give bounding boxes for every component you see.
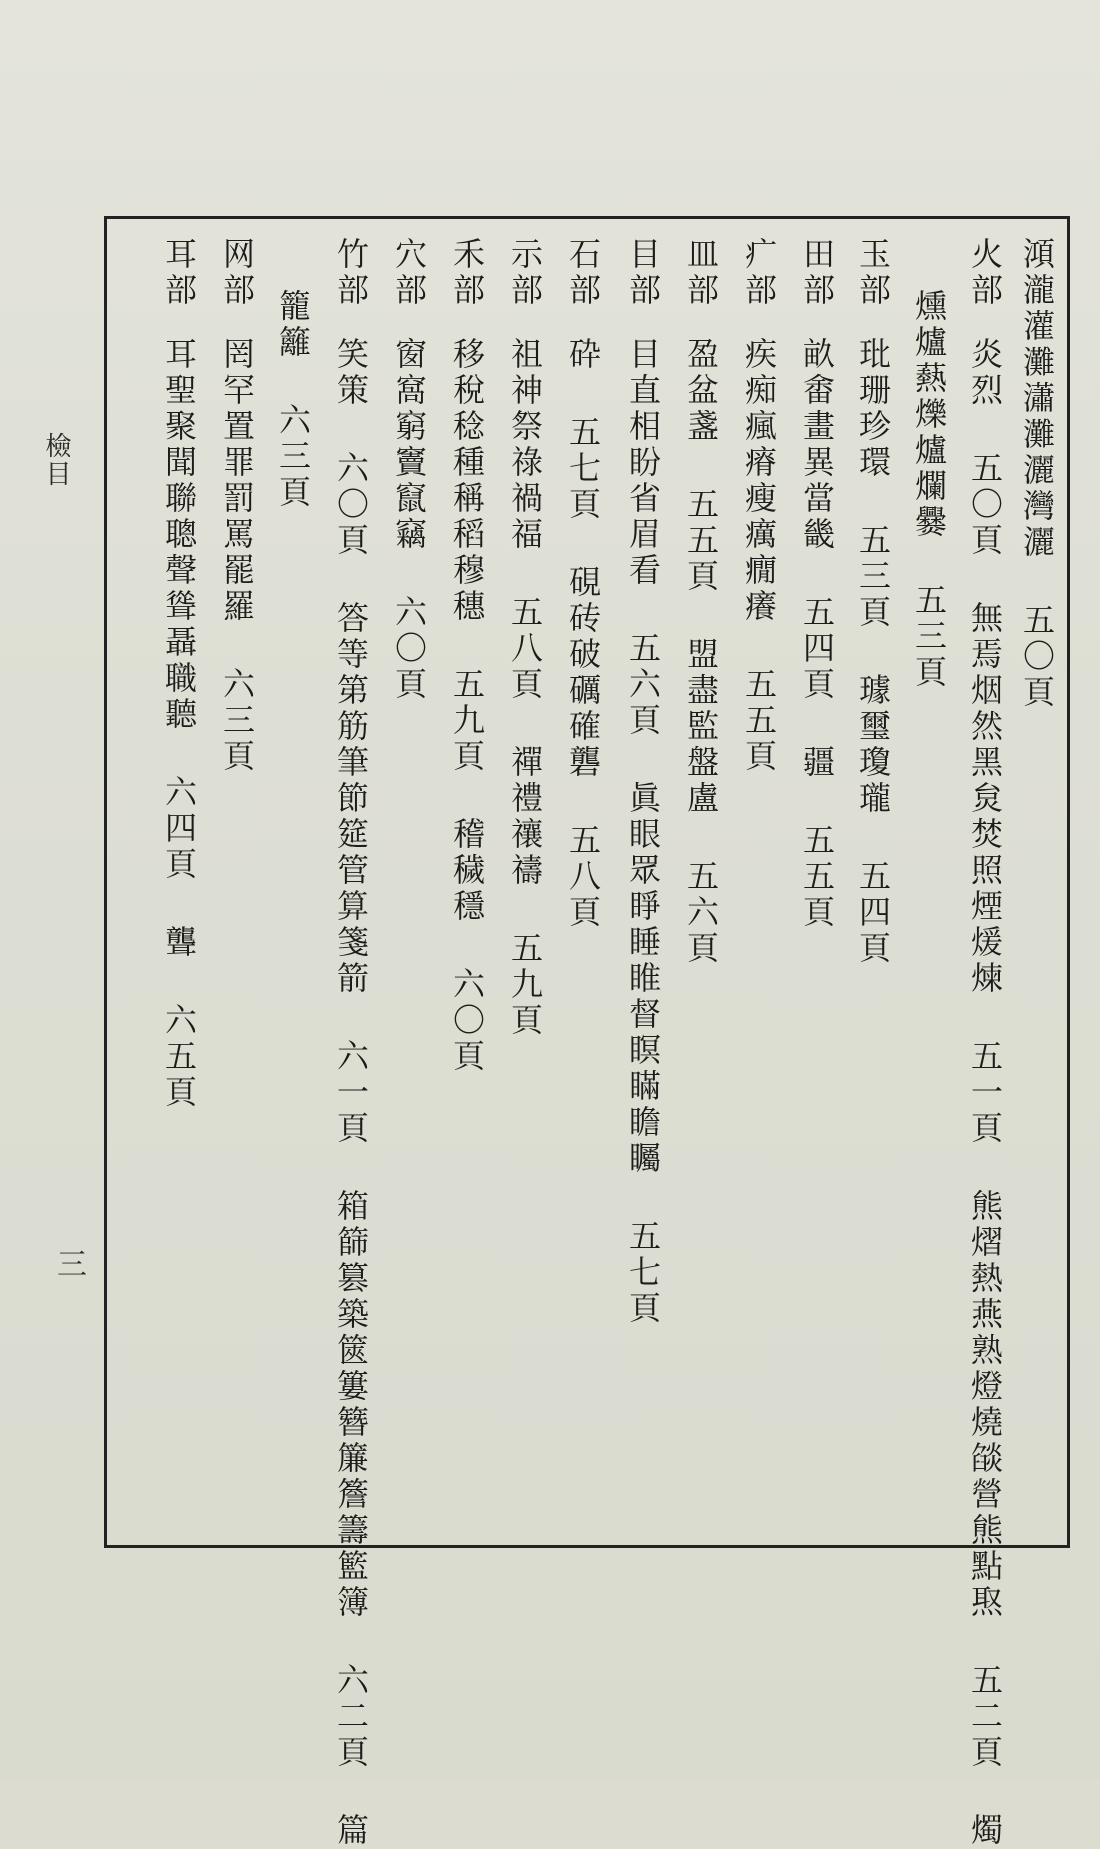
index-column-bamboo (329, 237, 373, 1849)
index-entries: 祖神祭祿禍福 五八頁 禪禮禳禱 五九頁 (506, 337, 544, 1039)
radical-heading: 耳部 (160, 237, 198, 309)
index-entries: 疾痴瘋瘠瘦癘癇癢 五五頁 (740, 337, 778, 775)
radical-heading: 示部 (506, 237, 544, 309)
radical-heading: 田部 (798, 237, 836, 309)
index-column-grain (445, 237, 489, 1527)
index-column-bamboo-cont (271, 237, 315, 1527)
radical-heading: 玉部 (854, 237, 892, 309)
index-column-fire (963, 237, 1007, 1849)
index-entries: 目直相盼省眉看 五六頁 眞眼眾睜睡睢督瞑瞞瞻矚 五七頁 (624, 337, 662, 1327)
index-frame (104, 216, 1070, 1849)
index-entries: 砕 五七頁 硯砖破礪確礱 五八頁 (564, 337, 602, 931)
index-column-jade (851, 237, 895, 1527)
radical-heading: 穴部 (390, 237, 428, 309)
index-entries: 澒瀧灌灘瀟灘灑灣灑 五〇頁 (1018, 237, 1056, 711)
index-column-stone (561, 237, 605, 1527)
index-column-net (215, 237, 259, 1527)
index-entries: 燻爐爇爍爐爛爨 五三頁 (910, 289, 948, 691)
index-entries: 耳聖聚聞聯聰聲聳聶職聽 六四頁 聾 六五頁 (160, 337, 198, 1111)
index-entries: 炎烈 五〇頁 無焉烟然黑炱焚照煙煖煉 五一頁 熊熠熱燕熟燈燒燄營熊點焣 五二頁 燭 (966, 337, 1004, 1849)
index-column-spirit (503, 237, 547, 1527)
margin-section-label: 檢目 (41, 432, 71, 488)
index-column-field (795, 237, 839, 1527)
radical-heading: 石部 (564, 237, 602, 309)
index-column-cave (387, 237, 431, 1527)
index-column-ear (157, 237, 201, 1527)
index-entries: 移稅稔種稱稻穆穗 五九頁 稽穢穩 六〇頁 (448, 337, 486, 1075)
index-entries: 罔罕置罪罰罵罷羅 六三頁 (218, 337, 256, 775)
index-column-fire-cont (907, 237, 951, 1527)
radical-heading: 网部 (218, 237, 256, 309)
margin-page-number: 三 (51, 1248, 86, 1280)
radical-heading: 禾部 (448, 237, 486, 309)
index-column-dish (679, 237, 723, 1527)
radical-heading: 皿部 (682, 237, 720, 309)
radical-heading: 目部 (624, 237, 662, 309)
index-entries: 盈盆盞 五五頁 盟盡監盤盧 五六頁 (682, 337, 720, 967)
index-entries: 笑策 六〇頁 答等第筋筆節筵管算箋箭 六一頁 箱篩篡築篋簍簪簾簷籌籃簿 六二頁 篇 (332, 337, 370, 1849)
index-column-sickness (737, 237, 781, 1527)
radical-heading: 竹部 (332, 237, 370, 309)
index-entries: 畝畬畫異當畿 五四頁 疆 五五頁 (798, 337, 836, 931)
index-entries: 窗窩窮竇竄竊 六〇頁 (390, 337, 428, 703)
index-column-1 (1015, 237, 1059, 1527)
index-column-eye (621, 237, 665, 1527)
index-entries: 籠籬 六三頁 (274, 289, 312, 511)
index-entries: 玭珊珍環 五三頁 璩璽瓊瓏 五四頁 (854, 337, 892, 967)
radical-heading: 疒部 (740, 237, 778, 309)
radical-heading: 火部 (966, 237, 1004, 309)
